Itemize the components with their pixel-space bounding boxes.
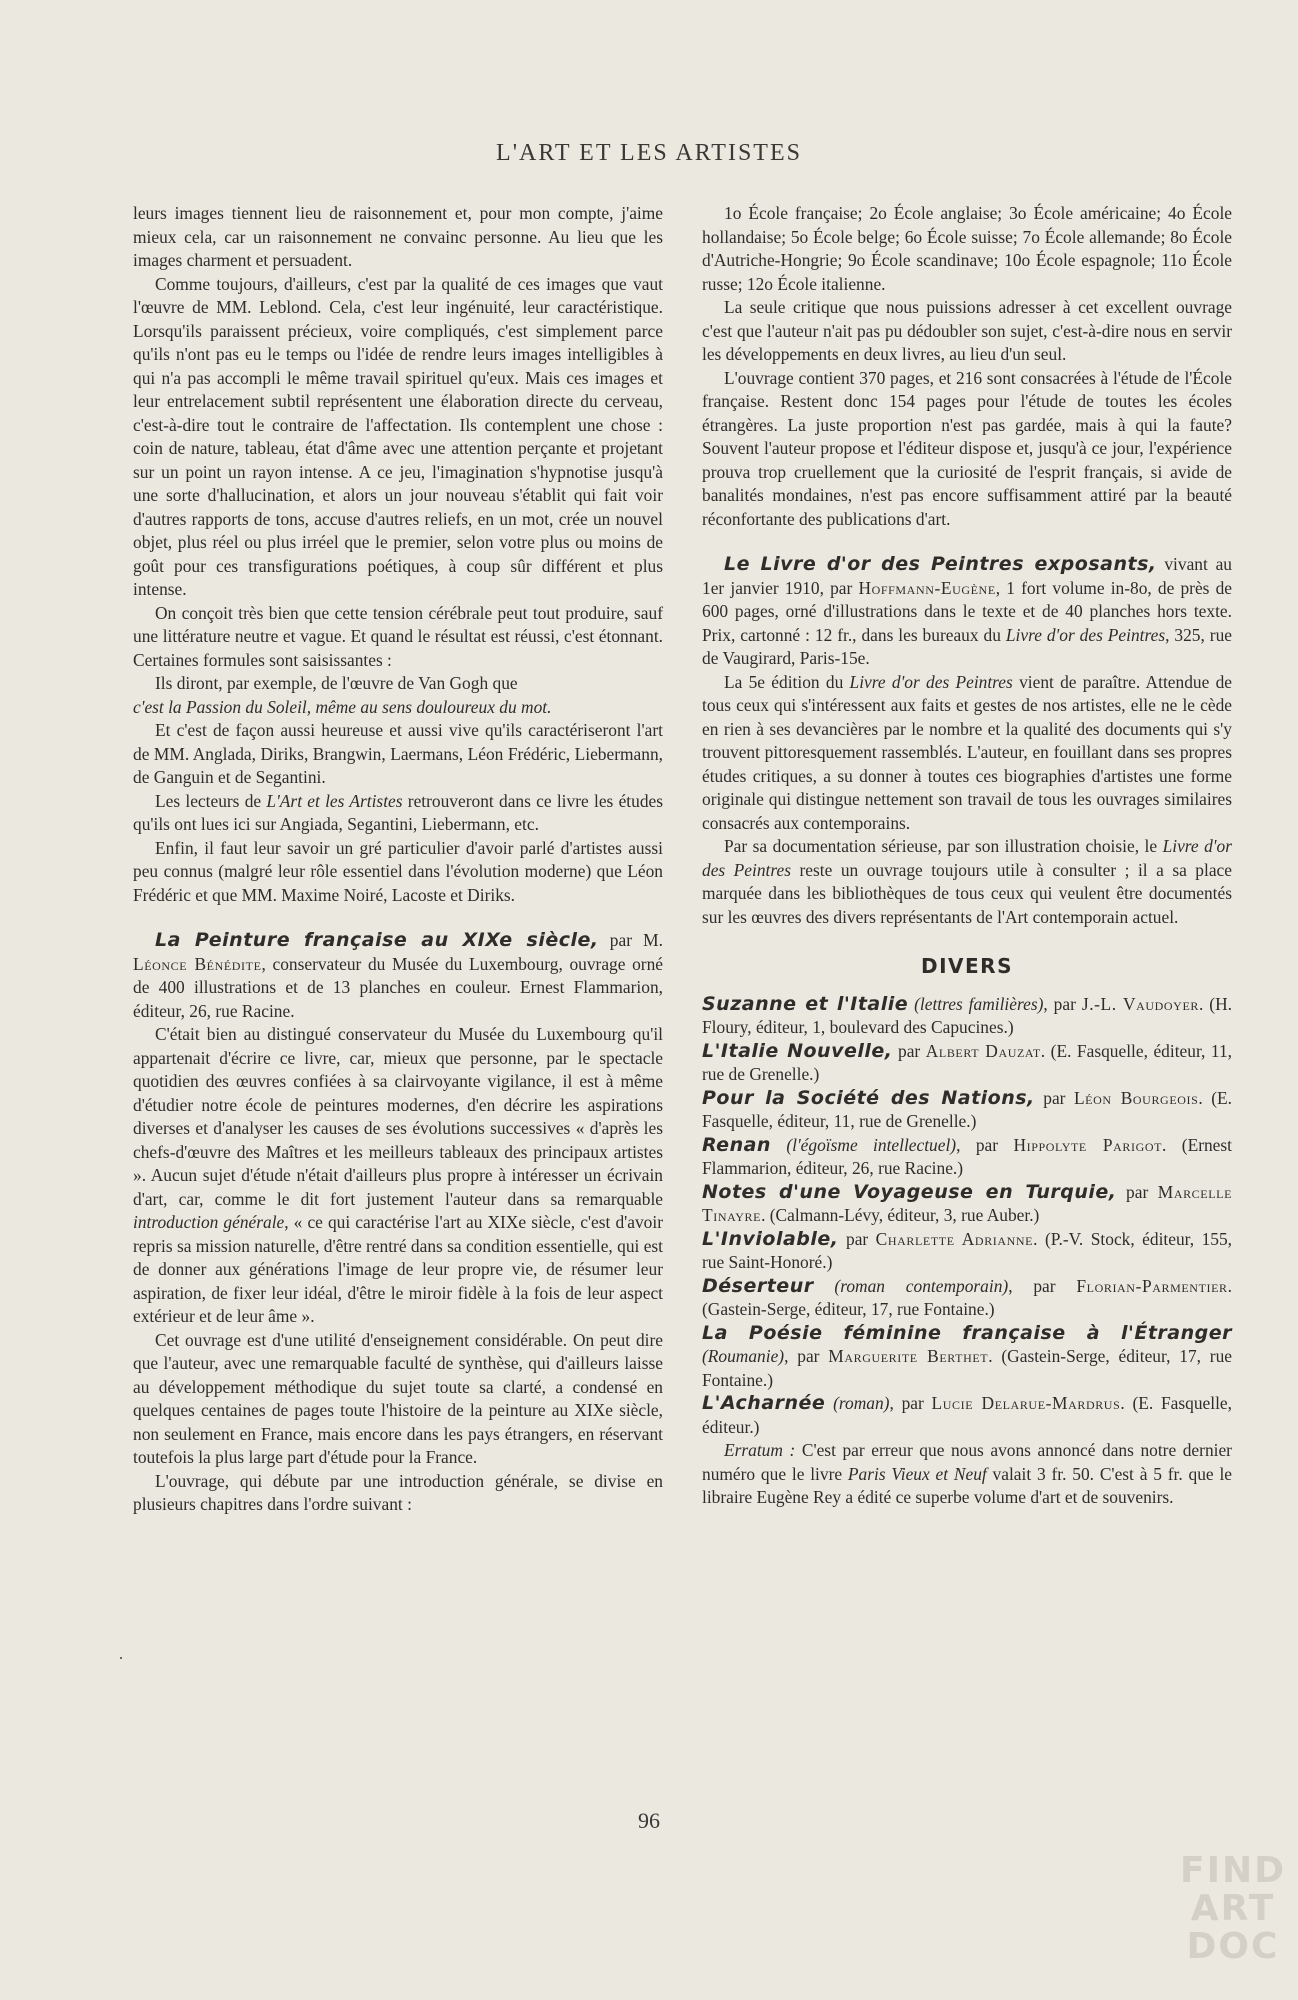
- author-name: Florian-Parmentier: [1076, 1275, 1228, 1296]
- text-run: . (Calmann-Lévy, éditeur, 3, rue Auber.): [761, 1205, 1040, 1225]
- text-run: Par sa documentation sérieuse, par son illustration choisie, le: [724, 836, 1163, 856]
- text-run: par M.: [598, 930, 663, 950]
- paragraph: [702, 835, 1232, 929]
- text-run: reste un ouvrage toujours utile à consulter ; il a sa place marquée dans les bibliothèques de tous ceux qui veulent être documentés sur les œuvres des divers représentants de l'Art contemporain actuel.: [702, 859, 1232, 927]
- watermark-line: ART: [1190, 1888, 1276, 1929]
- watermark-logo: [1172, 1852, 1294, 1966]
- text-run: par: [1034, 1087, 1074, 1108]
- paragraph: [702, 671, 1232, 836]
- section-heading: DIVERS: [921, 954, 1013, 978]
- author-name: Marguerite Berthet: [828, 1346, 989, 1366]
- text-run: . (P.-V. Stock, éditeur, 155, rue Saint-Honoré.): [702, 1228, 1233, 1272]
- text-run: , par: [889, 1393, 932, 1413]
- text-italic: (roman contemporain): [813, 1275, 1009, 1296]
- text-run: , par: [1043, 993, 1082, 1014]
- text-run: La 5e édition du: [724, 671, 850, 692]
- book-title: L'Acharnée: [702, 1392, 826, 1414]
- text-run: , « ce qui caractérise l'art au XIXe siècle, c'est d'avoir repris sa mission naturelle, d'être rentré dans sa condition essentielle, qui est de donner aux générations l'image de leur propre vie, de résumer leur aspiration, de fixer leur idéal, d'être le miroir fidèle à la fois de leur aspect extérieur et de leur âme ».: [133, 1212, 664, 1326]
- divers-list: [702, 993, 1232, 1440]
- text-italic: Livre d'or des Peintres: [702, 836, 1232, 880]
- paragraph: L'ouvrage, qui débute par une introduction générale, se divise en plusieurs chapitres dans l'ordre suivant :: [133, 1470, 663, 1514]
- page-number: 96: [638, 1808, 660, 1833]
- running-head: L'ART ET LES ARTISTES: [496, 140, 802, 166]
- text-run: . (Ernest Flammarion, éditeur, 26, rue Racine.): [702, 1134, 1232, 1178]
- divers-entry: [702, 1134, 1232, 1181]
- text-run: . (Gastein-Serge, éditeur, 17, rue Fontaine.): [702, 1275, 1232, 1319]
- text-run: . (Gastein-Serge, éditeur, 17, rue Fontaine.): [702, 1346, 1232, 1390]
- text-run: , conservateur du Musée du Luxembourg, ouvrage orné de 400 illustrations et de 13 planches en couleur. Ernest Flammarion, éditeur, 26, rue Racine.: [133, 953, 663, 1021]
- text-run: valait 3 fr. 50. C'est à 5 fr. que le libraire Eugène Rey a édité ce superbe volume d'art et de souvenirs.: [702, 1463, 1232, 1507]
- paragraph: L'ouvrage contient 370 pages, et 216 sont consacrées à l'étude de l'École française. Restent donc 154 pages pour l'étude de toutes les écoles étrangères. La juste proportion n'est pas gardée, mais à qui la faute? Souvent l'auteur propose et l'éditeur dispose et, jusqu'à ce jour, l'expérience prouva trop cruellement que la curiosité de l'esprit français, si avide de banalités mondaines, n'est pas encore suffisamment attiré par la beauté réconfortante des publications d'art.: [702, 367, 1232, 529]
- divers-entry: [702, 1275, 1232, 1322]
- book-title: Suzanne et l'Italie: [702, 992, 909, 1015]
- divers-entry: [702, 1087, 1232, 1134]
- book-title: Le Livre d'or des Peintres exposants,: [724, 553, 1157, 575]
- magazine-title: L'Art et les Artistes: [266, 790, 403, 811]
- text-run: . (E. Fasquelle, éditeur, 11, rue de Grenelle.): [702, 1040, 1232, 1084]
- text-italic: Paris Vieux et Neuf: [847, 1463, 987, 1484]
- book-title: Notes d'une Voyageuse en Turquie,: [702, 1180, 1117, 1203]
- paragraph: Enfin, il faut leur savoir un gré particulier d'avoir parlé d'artistes aussi peu connus (malgré leur rôle essentiel dans l'évolution moderne) que Léon Frédéric et que MM. Maxime Noiré, Lacoste et Diriks.: [133, 837, 663, 905]
- watermark-line: FIND: [1180, 1850, 1286, 1891]
- divers-entry: [702, 1181, 1232, 1228]
- erratum: [702, 1439, 1232, 1510]
- paragraph: [133, 1023, 663, 1329]
- book-title: Déserteur: [702, 1274, 814, 1297]
- book-title: Pour la Société des Nations,: [702, 1086, 1035, 1109]
- text-run: , 325, rue de Vaugirard, Paris-15e.: [702, 624, 1233, 668]
- text-italic: Livre d'or des Peintres: [849, 671, 1013, 692]
- text-italic: introduction générale: [133, 1212, 285, 1232]
- author-name: Hippolyte Parigot: [1013, 1134, 1163, 1155]
- divers-entry: [702, 1228, 1232, 1275]
- book-title: L'Italie Nouvelle,: [702, 1039, 893, 1062]
- divers-entry: [702, 1392, 1232, 1439]
- text-italic: (roman): [825, 1393, 890, 1413]
- margin-mark: ·: [118, 1648, 124, 1668]
- author-name: Albert Dauzat: [925, 1040, 1041, 1061]
- text-run: vivant au 1er janvier 1910, par: [702, 554, 1233, 598]
- text-run: , par: [784, 1346, 829, 1366]
- paragraph: On conçoit très bien que cette tension cérébrale peut tout produire, sauf une littérature neutre et vague. Et quand le résultat est réussi, c'est étonnant. Certaines formules sont saisissantes :: [133, 602, 663, 670]
- book-title: La Peinture française au XIXe siècle,: [155, 929, 599, 951]
- author-name: J.-L. Vaudoyer: [1081, 993, 1199, 1014]
- divers-entry: [702, 1040, 1232, 1087]
- text-run: vient de paraître. Attendue de tous ceux qui s'intéressent aux faits et gestes de nos artistes, elle ne le cède en rien à ses devancières par le nombre et la qualité des documents qui s'y trouvent pittoresquement rassemblés. L'auteur, en fouillant dans ses propres études critiques, a su donner à toutes ces biographies d'artistes une forme originale qui distingue nettement son travail de tous les ouvrages similaires consacrés aux contemporains.: [702, 671, 1232, 833]
- author-name: Marcelle Tinayre: [702, 1181, 1233, 1225]
- text-run: . (H. Floury, éditeur, 1, boulevard des Capucines.): [702, 993, 1232, 1037]
- text-run: C'était bien au distingué conservateur du Musée du Luxembourg qu'il appartenait d'écrire ce livre, car, mieux que personne, par le spectacle quotidien des œuvres confiées à sa clairvoyante vigilance, il est à même d'étudier notre école de peintures modernes, d'en décrire les aspirations diverses et d'analyser les causes de ses évolutions successives « d'après les chefs-d'œuvre des Maîtres et les meilleurs tableaux des principaux artistes ». Aucun sujet d'étude n'était d'ailleurs plus propre à intéresser un écrivain d'art, car, comme le dit fort justement l'auteur dans sa remarquable: [133, 1024, 663, 1209]
- paragraph: 1o École française; 2o École anglaise; 3o École américaine; 4o École hollandaise; 5o École belge; 6o École suisse; 7o École allemande; 8o École d'Autriche-Hongrie; 9o École scandinave; 10o École espagnole; 11o École russe; 12o École italienne.: [702, 203, 1232, 294]
- divers-entry: [702, 993, 1232, 1040]
- book-title: L'Inviolable,: [702, 1227, 839, 1250]
- book-title: La Poésie féminine française à l'Étranger: [702, 1321, 1232, 1344]
- author-name: Lucie Delarue-Mardrus: [931, 1393, 1121, 1413]
- text-run: retrouveront dans ce livre les études qu'ils ont lues ici sur Angiada, Segantini, Liebermann, etc.: [133, 790, 663, 834]
- paragraph: La seule critique que nous puissions adresser à cet excellent ouvrage c'est que l'auteur n'ait pas pu dédoubler son sujet, c'est-à-dire nous en servir les développements en deux livres, au lieu d'un seul.: [702, 297, 1232, 364]
- quotation: c'est la Passion du Soleil, même au sens douloureux du mot.: [133, 696, 552, 717]
- author-name: Léonce Bénédite: [133, 953, 262, 974]
- text-run: par: [892, 1040, 926, 1061]
- author-name: Charlette Adrianne: [875, 1228, 1034, 1249]
- text-italic: Livre d'or des Peintres: [1005, 624, 1166, 645]
- review-heading: [702, 553, 1232, 671]
- book-title: Renan: [702, 1133, 771, 1156]
- text-run: , par: [956, 1134, 1014, 1155]
- text-run: , par: [1008, 1275, 1077, 1296]
- text-run: par: [1116, 1181, 1158, 1202]
- divers-entry: [702, 1322, 1232, 1393]
- text-run: , 1 fort volume in-8o, de près de 600 pages, orné d'illustrations dans le texte et de 40 planches hors texte. Prix, cartonné : 12 fr., dans les bureaux du: [702, 577, 1233, 645]
- author-name: Léon Bourgeois: [1073, 1087, 1199, 1108]
- erratum-label: Erratum :: [724, 1440, 796, 1460]
- text-italic: (Roumanie): [702, 1346, 785, 1366]
- text-run: . (E. Fasquelle, éditeur, 11, rue de Grenelle.): [702, 1087, 1232, 1131]
- paragraph: Cet ouvrage est d'une utilité d'enseignement considérable. On peut dire que l'auteur, avec une remarquable faculté de synthèse, qui d'ailleurs laisse au développement méthodique du sujet toute sa clarté, a condensé en quelques centaines de pages toute l'histoire de la peinture au XIXe siècle, non seulement en France, mais encore dans les pays étrangers, en réservant toutefois la plus large part d'étude pour la France.: [133, 1329, 663, 1467]
- text-run: Les lecteurs de: [155, 790, 267, 811]
- watermark-line: DOC: [1186, 1926, 1280, 1967]
- text-run: par: [838, 1228, 876, 1249]
- left-column: [133, 202, 663, 1517]
- text-italic: (l'égoïsme intellectuel): [770, 1134, 957, 1155]
- text-run: . (E. Fasquelle, éditeur.): [702, 1393, 1233, 1437]
- author-name: Hoffmann-Eugène: [858, 577, 996, 598]
- text-italic: (lettres familières): [908, 993, 1044, 1014]
- paragraph: [133, 790, 663, 837]
- paragraph: Comme toujours, d'ailleurs, c'est par la qualité de ces images que vaut l'œuvre de MM. Leblond. Cela, c'est leur ingénuité, leur caractéristique. Lorsqu'ils paraissent précieux, voire compliqués, c'est simplement parce qu'ils n'ont pas eu le temps ou l'idée de rendre leurs images intelligibles à qui n'a pas accompli le même travail spirituel qu'eux. Mais ces images et leur entrelacement subtil représentent une élaboration directe du cerveau, c'est-à-dire tout le contraire de l'affectation. Ils contemplent une chose : coin de nature, tableau, état d'âme avec une attention perçante et projetant sur un point un rayon intense. A ce jeu, l'imagination s'hypnotise jusqu'à une sorte d'hallucination, et alors un jour nouveau s'établit qui fait voir d'autres rapports de tons, accuse d'autres reliefs, en un mot, crée un nouvel objet, plus réel ou plus irréel que le premier, selon votre plus ou moins de goût pour ces transfigurations poétiques, à coup sûr différent et plus intense.: [133, 273, 663, 599]
- paragraph: Ils diront, par exemple, de l'œuvre de Van Gogh que: [155, 673, 518, 693]
- review-heading: [133, 929, 663, 1023]
- right-column: [702, 202, 1232, 1510]
- paragraph: leurs images tiennent lieu de raisonnement et, pour mon compte, j'aime mieux cela, car un raisonnement ne convainc personne. Au lieu que les images charment et persuadent.: [133, 203, 663, 270]
- paragraph: Et c'est de façon aussi heureuse et aussi vive qu'ils caractériseront l'art de MM. Anglada, Diriks, Brangwin, Laermans, Léon Frédéric, Liebermann, de Ganguin et de Segantini.: [133, 720, 663, 787]
- text-run: C'est par erreur que nous avons annoncé dans notre dernier numéro que le livre: [702, 1440, 1232, 1484]
